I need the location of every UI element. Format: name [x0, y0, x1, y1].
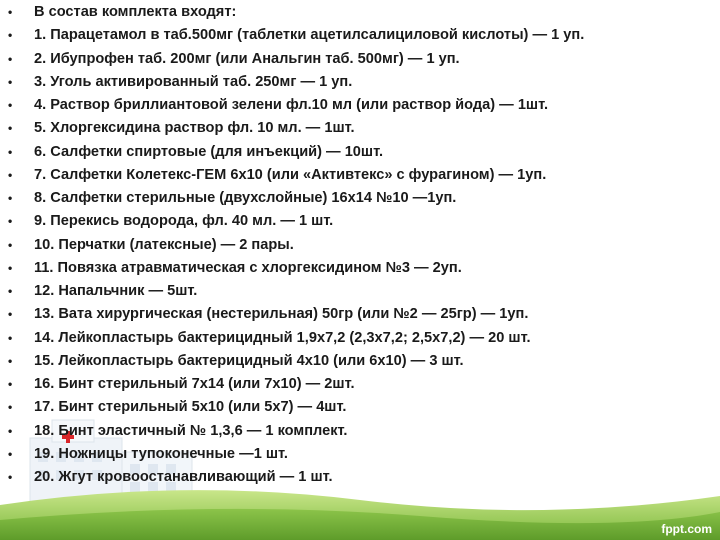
list-item-text: 3. Уголь активированный таб. 250мг — 1 уп.: [34, 73, 353, 90]
bullet-icon: •: [8, 330, 13, 345]
bullet-icon: •: [8, 144, 13, 159]
list-item-text: 14. Лейкопластырь бактерицидный 1,9х7,2 (2,3х7,2; 2,5х7,2) — 20 шт.: [34, 329, 531, 346]
list-item-text: 15. Лейкопластырь бактерицидный 4х10 (или 6х10) — 3 шт.: [34, 352, 464, 369]
list-item: [8, 327, 712, 350]
list-item: [8, 117, 712, 140]
bullet-icon: •: [8, 74, 13, 89]
bullet-icon: •: [8, 28, 13, 43]
bullet-icon: •: [8, 284, 13, 298]
bullet-icon: •: [8, 51, 13, 66]
bullet-icon: •: [8, 167, 13, 182]
bullet-icon: •: [8, 307, 13, 322]
bullet-icon: •: [8, 191, 13, 205]
list-item: [8, 466, 712, 489]
list-item: [8, 48, 712, 71]
list-item: [8, 234, 712, 257]
list-item-text: 11. Повязка атравматическая с хлоргексидином №3 — 2уп.: [34, 259, 462, 276]
list-item-text: 7. Салфетки Колетекс-ГЕМ 6х10 (или «Активтекс» с фурагином) — 1уп.: [34, 166, 547, 183]
list-item-text: 12. Напальчник — 5шт.: [34, 283, 198, 299]
bullet-icon: •: [8, 214, 13, 229]
list-item: [8, 443, 712, 466]
list-item: [8, 420, 712, 443]
list-item-text: 2. Ибупрофен таб. 200мг (или Анальгин таб. 500мг) — 1 уп.: [34, 50, 460, 67]
list-item: [8, 350, 712, 373]
bullet-icon: •: [8, 400, 13, 415]
list-item-text: В состав комплекта входят:: [34, 4, 237, 20]
list-item: [8, 94, 712, 117]
list-item: [8, 71, 712, 94]
list-item: [8, 280, 712, 303]
bullet-icon: •: [8, 353, 13, 368]
bullet-icon: •: [8, 98, 13, 112]
list-item-text: 18. Бинт эластичный № 1,3,6 — 1 комплект.: [34, 422, 348, 439]
list-item-text: 17. Бинт стерильный 5х10 (или 5х7) — 4шт.: [34, 399, 347, 416]
list-item-text: 9. Перекись водорода, фл. 40 мл. — 1 шт.: [34, 213, 334, 230]
bullet-icon: •: [8, 423, 13, 438]
list-item-text: 6. Салфетки спиртовые (для инъекций) — 10шт.: [34, 143, 384, 160]
list-heading: [8, 1, 712, 24]
bullet-icon: •: [8, 446, 13, 461]
list-item-text: 19. Ножницы тупоконечные —1 шт.: [34, 445, 288, 462]
list-item-text: 13. Вата хирургическая (нестерильная) 50гр (или №2 — 25гр) — 1уп.: [34, 306, 529, 323]
list-item: [8, 257, 712, 280]
list-item: [8, 24, 712, 47]
bullet-icon: •: [8, 237, 13, 252]
list-item: [8, 373, 712, 396]
list-item-text: 1. Парацетамол в таб.500мг (таблетки ацетилсалициловой кислоты) — 1 уп.: [34, 27, 585, 44]
list-item-text: 5. Хлоргексидина раствор фл. 10 мл. — 1шт.: [34, 120, 355, 137]
bullet-icon: •: [8, 121, 13, 136]
bullet-icon: •: [8, 260, 13, 275]
first-aid-kit-list: [8, 0, 712, 489]
bullet-icon: •: [8, 470, 13, 484]
list-item-text: 20. Жгут кровоостанавливающий — 1 шт.: [34, 469, 333, 485]
list-item: [8, 210, 712, 233]
bullet-icon: •: [8, 377, 13, 391]
list-item-text: 8. Салфетки стерильные (двухслойные) 16х14 №10 —1уп.: [34, 190, 457, 206]
list-item: [8, 187, 712, 210]
bullet-icon: •: [8, 5, 13, 19]
list-item-text: 16. Бинт стерильный 7х14 (или 7х10) — 2шт.: [34, 376, 355, 392]
list-item-text: 4. Раствор бриллиантовой зелени фл.10 мл (или раствор йода) — 1шт.: [34, 97, 549, 113]
list-item: [8, 303, 712, 326]
list-item: [8, 164, 712, 187]
list-item: [8, 141, 712, 164]
footer-brand: fppt.com: [661, 522, 712, 536]
list-item-text: 10. Перчатки (латексные) — 2 пары.: [34, 236, 294, 253]
list-item: [8, 396, 712, 419]
